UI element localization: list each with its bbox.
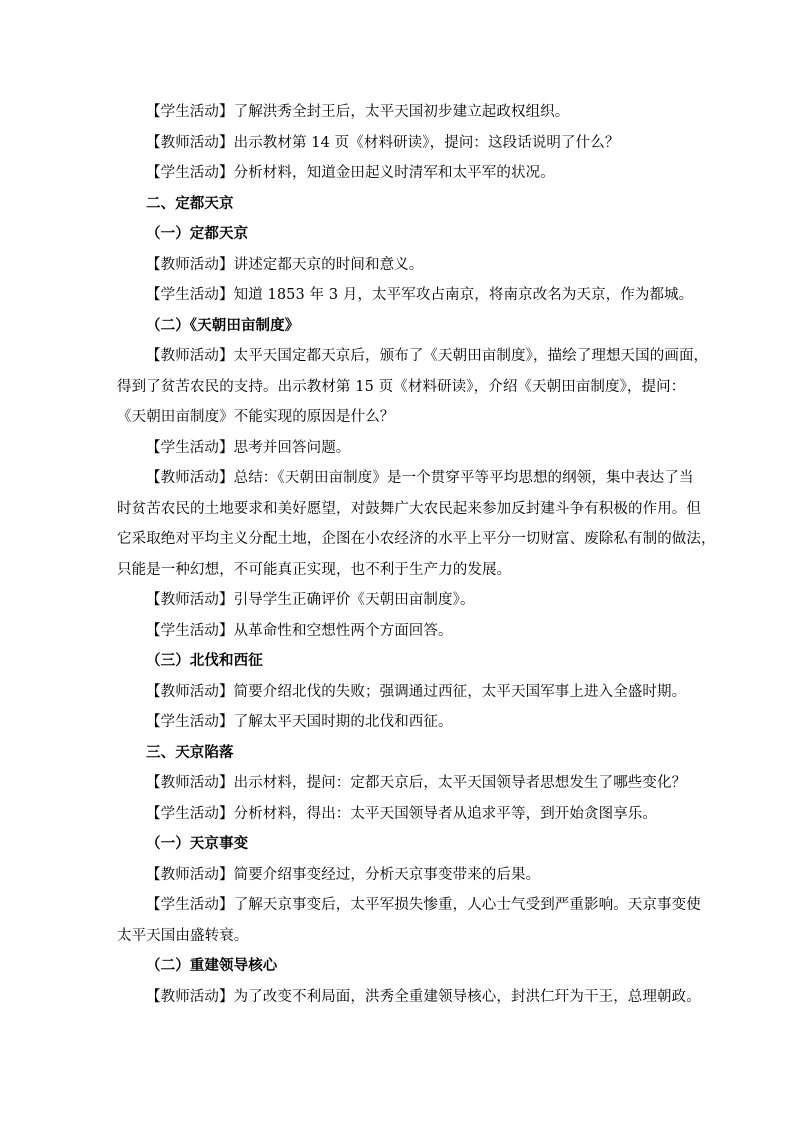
paragraph-line: 【学生活动】了解天京事变后，太平军损失惨重，人心士气受到严重影响。天京事变使 — [146, 897, 701, 913]
document-body — [117, 97, 716, 1012]
paragraph-line: 【学生活动】知道 1853 年 3 月，太平军攻占南京，将南京改名为天京，作为都城。 — [146, 287, 694, 303]
paragraph-line: 【教师活动】引导学生正确评价《天朝田亩制度》。 — [146, 592, 475, 608]
paragraph-line: 【教师活动】为了改变不利局面，洪秀全重建领导核心，封洪仁玕为干王，总理朝政。 — [146, 988, 701, 1005]
paragraph-line: 【学生活动】了解洪秀全封王后，太平天国初步建立起政权组织。 — [146, 104, 570, 120]
subsection-heading: （三）北伐和西征 — [146, 652, 263, 669]
subsection-heading: （一）天京事变 — [146, 835, 249, 852]
subsection-heading: （一）定都天京 — [146, 225, 249, 242]
paragraph-line: 【教师活动】简要介绍事变经过，分析天京事变带来的后果。 — [146, 866, 541, 883]
section-heading: 二、定都天京 — [146, 194, 234, 212]
paragraph-line: 【教师活动】讲述定都天京的时间和意义。 — [146, 256, 424, 273]
paragraph-line: 【学生活动】思考并回答问题。 — [146, 439, 351, 456]
section-heading: 三、天京陷落 — [146, 743, 234, 761]
paragraph-line: 【教师活动】总结：《天朝田亩制度》是一个贯穿平等平均思想的纲领，集中表达了当 — [146, 470, 694, 486]
paragraph-line: 【学生活动】分析材料，知道金田起义时清军和太平军的状况。 — [146, 165, 555, 181]
paragraph-line: 【学生活动】分析材料，得出：太平天国领导者从追求平等，到开始贪图享乐。 — [146, 805, 657, 822]
paragraph-continuation: 太平天国由盛转衰。 — [117, 927, 249, 944]
paragraph-continuation: 时贫苦农民的土地要求和美好愿望，对鼓舞广大农民起来参加反封建斗争有积极的作用。但 — [117, 500, 701, 517]
subsection-heading: （二）《天朝田亩制度》 — [146, 316, 300, 334]
paragraph-continuation: 《天朝田亩制度》不能实现的原因是什么？ — [117, 409, 395, 425]
paragraph-line: 【教师活动】出示材料，提问：定都天京后，太平天国领导者思想发生了哪些变化？ — [146, 775, 687, 791]
paragraph-continuation: 得到了贫苦农民的支持。出示教材第 15 页《材料研读》，介绍《天朝田亩制度》，提问： — [117, 378, 686, 395]
paragraph-continuation: 只能是一种幻想，不可能真正实现，也不利于生产力的发展。 — [117, 561, 512, 578]
paragraph-line: 【教师活动】出示教材第 14 页《材料研读》，提问：这段话说明了什么？ — [146, 134, 620, 151]
paragraph-line: 【教师活动】太平天国定都天京后，颁布了《天朝田亩制度》，描绘了理想天国的画面， — [146, 348, 709, 364]
paragraph-line: 【学生活动】从革命性和空想性两个方面回答。 — [146, 622, 453, 639]
paragraph-line: 【教师活动】简要介绍北伐的失败；强调通过西征，太平天国军事上进入全盛时期。 — [146, 683, 687, 700]
subsection-heading: （二）重建领导核心 — [146, 957, 278, 974]
paragraph-continuation: 它采取绝对平均主义分配土地，企图在小农经济的水平上平分一切财富、废除私有制的做法， — [117, 531, 716, 547]
paragraph-line: 【学生活动】了解太平天国时期的北伐和西征。 — [146, 714, 453, 730]
